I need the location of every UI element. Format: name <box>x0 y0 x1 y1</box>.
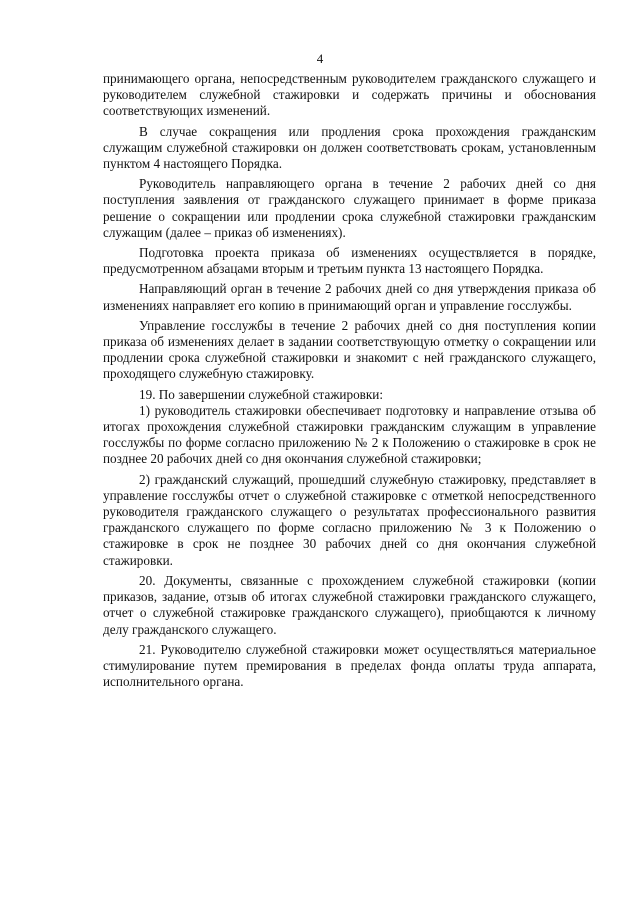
clause-19-item-1: 1) руководитель стажировки обеспечивает подготовку и направление отзыва об итогах прохождения служебной стажировки гражданским служащим в управление госслужбы по форме согласно приложению № 2 к Положению о стажировке в срок не позднее 20 рабочих дней со дня окончания служебной стажировки; <box>103 402 596 467</box>
paragraph-continuation: принимающего органа, непосредственным руководителем гражданского служащего и руководителем служебной стажировки и содержать причины и обоснования соответствующих изменений. <box>103 71 596 119</box>
paragraph-task-mark: Управление госслужбы в течение 2 рабочих дней со дня поступления копии приказа об изменениях делает в задании соответствующую отметку о сокращении или продлении срока служебной стажировки и знакомит с ней гражданского служащего, проходящего служебную стажировку. <box>103 317 596 382</box>
clause-19-item-2: 2) гражданский служащий, прошедший служебную стажировку, представляет в управление госслужбы отчет о служебной стажировке с отметкой непосредственного руководителя гражданского служащего о результатах профессионального развития гражданского служащего по форме согласно приложению № 3 к Положению о стажировке в срок не позднее 30 рабочих дней со дня окончания служебной стажировки. <box>103 471 596 568</box>
paragraph-order-copy: Направляющий орган в течение 2 рабочих дней со дня утверждения приказа об изменениях направляет его копию в принимающий орган и управление госслужбы. <box>103 281 596 313</box>
clause-20: 20. Документы, связанные с прохождением служебной стажировки (копии приказов, задание, отзыв об итогах служебной стажировки гражданского служащего, отчет о служебной стажировке гражданского служащего), приобщаются к личному делу гражданского служащего. <box>103 572 596 637</box>
paragraph-order-decision: Руководитель направляющего органа в течение 2 рабочих дней со дня поступления заявления от гражданского служащего принимает в форме приказа решение о сокращении или продлении срока служебной стажировки гражданским служащим (далее – приказ об изменениях). <box>103 176 596 240</box>
document-body <box>103 71 596 694</box>
clause-19-heading: 19. По завершении служебной стажировки: <box>139 386 384 402</box>
page-number: 4 <box>316 51 324 66</box>
paragraph-term-change: В случае сокращения или продления срока прохождения гражданским служащим служебной стажировки он должен соответствовать срокам, установленным пунктом 4 настоящего Порядка. <box>103 123 596 172</box>
clause-21: 21. Руководителю служебной стажировки может осуществляться материальное стимулирование путем премирования в пределах фонда оплаты труда аппарата, исполнительного органа. <box>103 641 596 690</box>
paragraph-order-preparation: Подготовка проекта приказа об изменениях осуществляется в порядке, предусмотренном абзацами вторым и третьим пункта 13 настоящего Порядка. <box>103 245 596 277</box>
